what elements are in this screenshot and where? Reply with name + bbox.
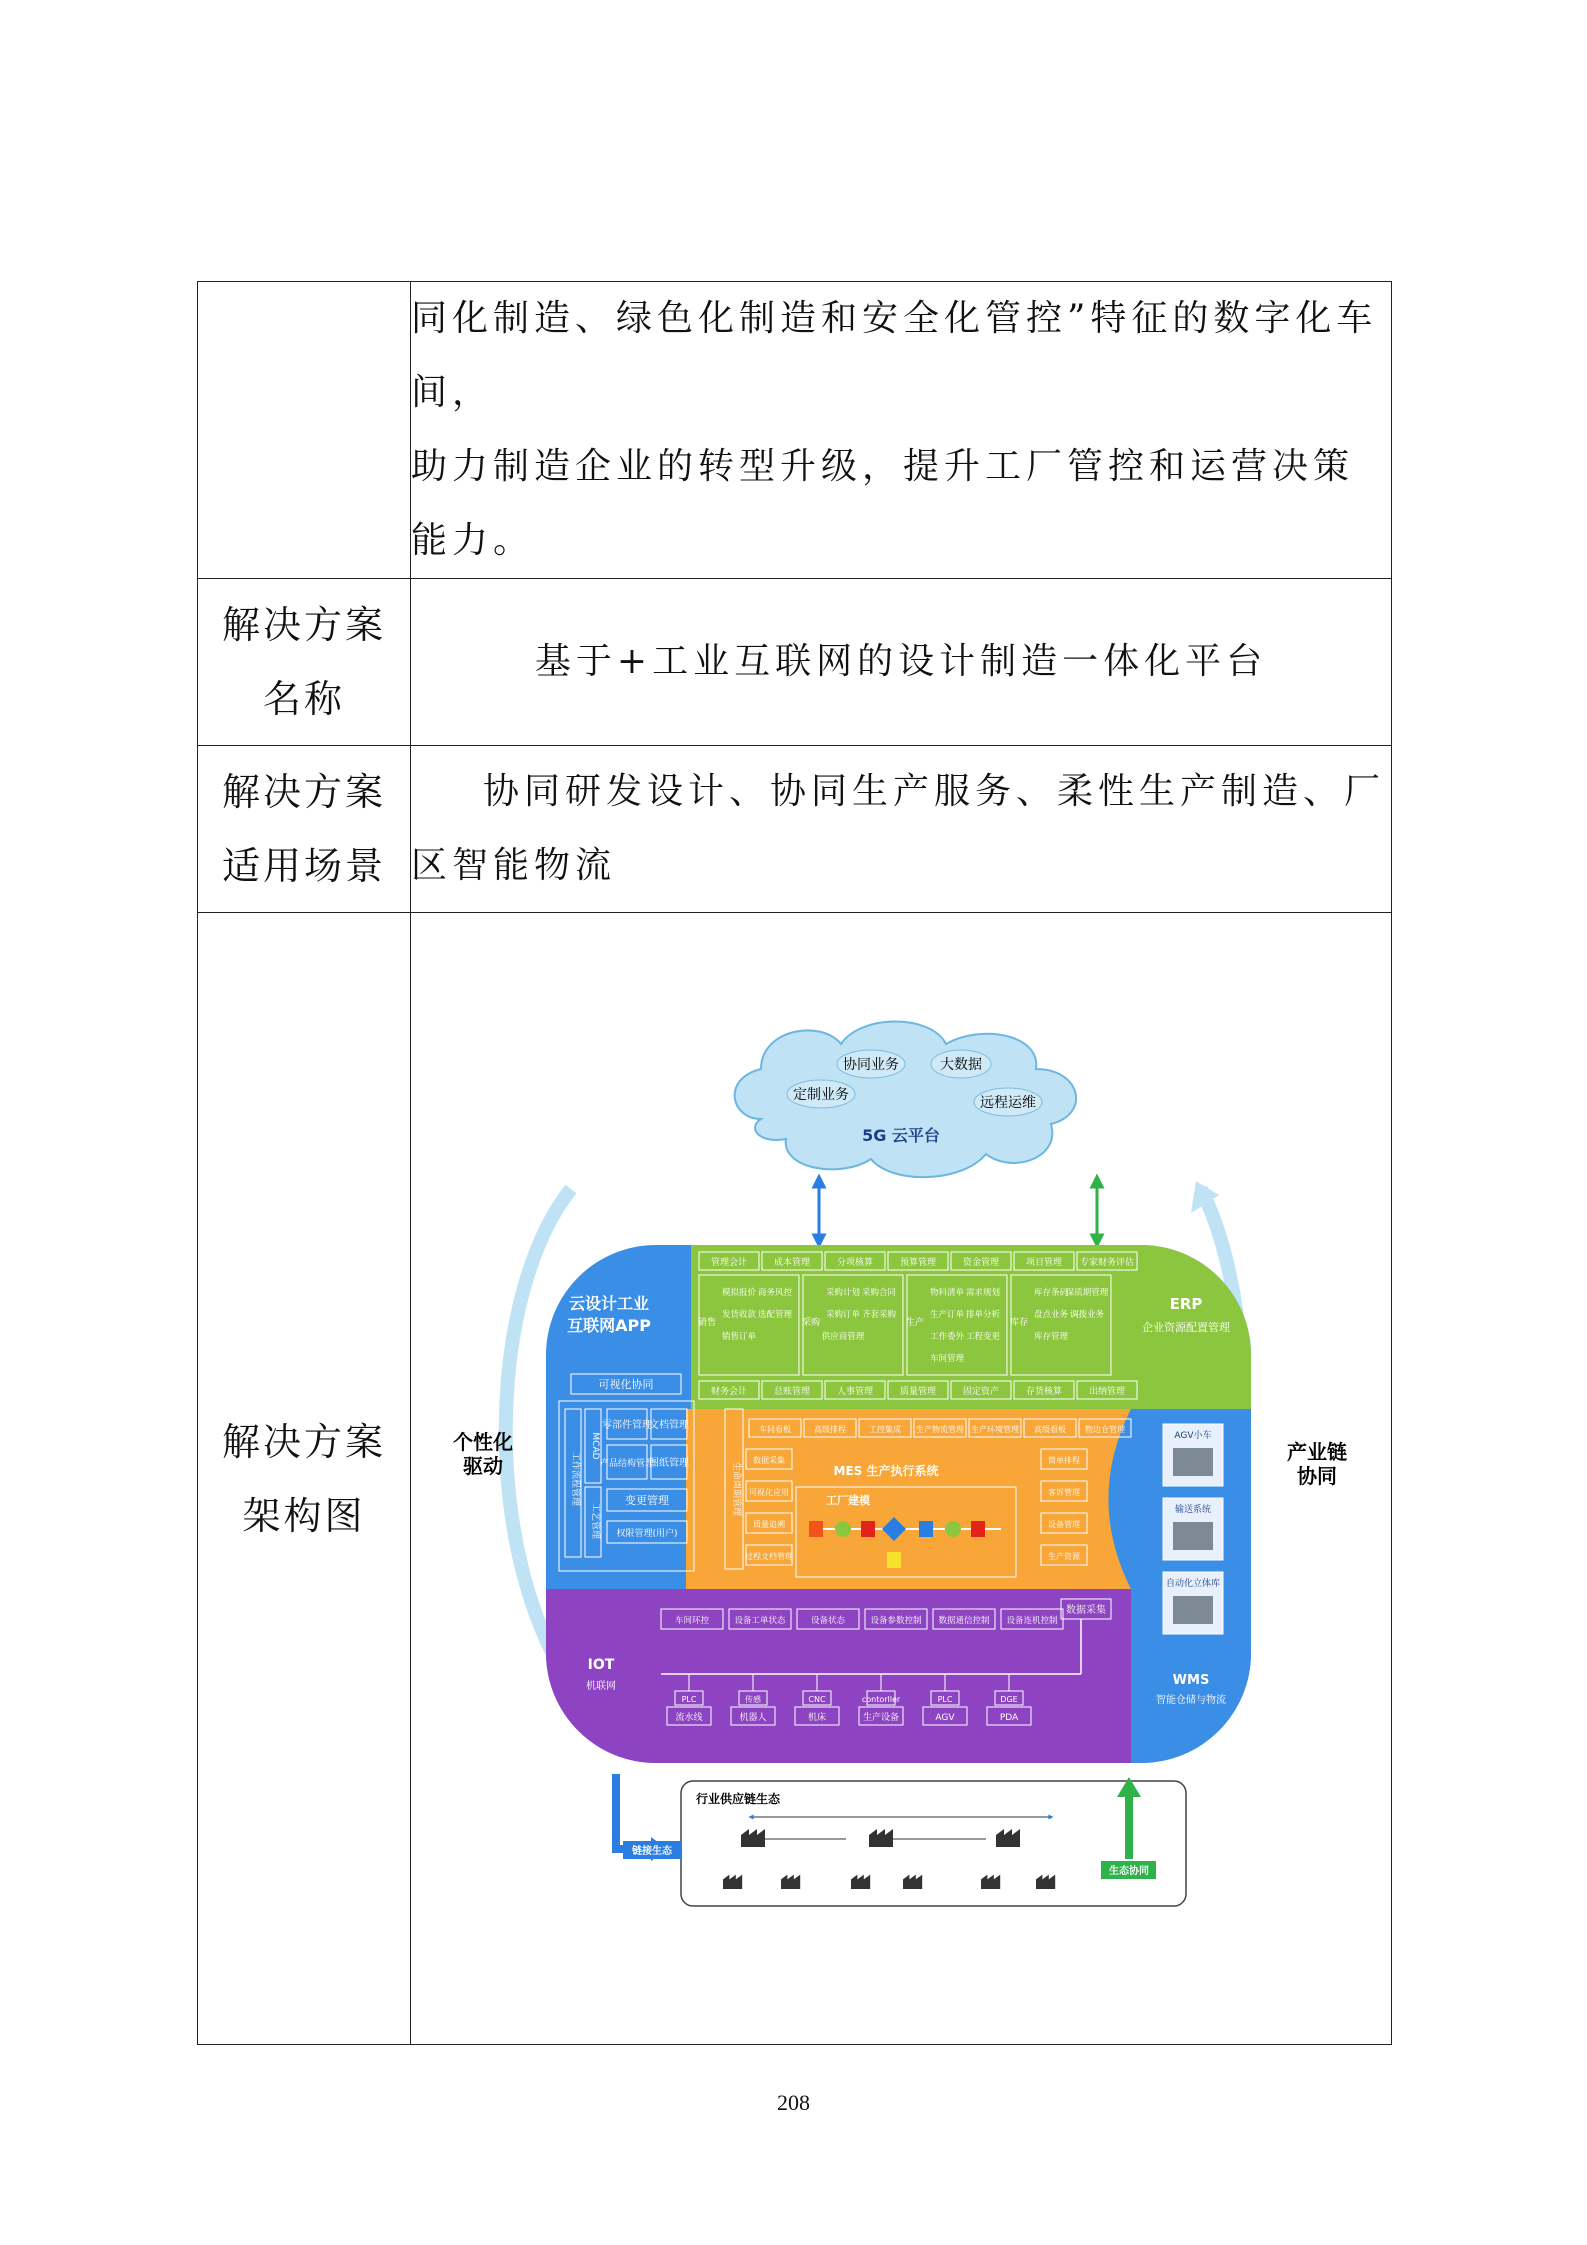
erp-group-item: 库存管理: [1033, 1331, 1069, 1342]
flow-node: [945, 1521, 961, 1537]
mes-top-item: 生产环境管理: [971, 1424, 1019, 1434]
erp-group-item: 保质期管理: [1065, 1287, 1109, 1298]
mes-top-item: 高级看板: [1034, 1424, 1066, 1434]
iot-device-tag: DGE: [1000, 1694, 1018, 1704]
erp-bottom-item: 固定资产: [962, 1386, 1000, 1397]
label-line: 解决方案: [221, 603, 386, 647]
wms-item-label: 自动化立体库: [1165, 1578, 1221, 1589]
erp-group-item: 工作委外: [929, 1331, 965, 1342]
erp-title: ERP: [1169, 1294, 1203, 1313]
iot-subtitle: 机联网: [586, 1680, 616, 1692]
solution-name-value: 基于+工业互联网的设计制造一体化平台: [411, 579, 1392, 746]
iot-collect: 数据采集: [1066, 1604, 1106, 1616]
left-arrow-label: 驱动: [463, 1453, 503, 1478]
intro-line-2: 助力制造企业的转型升级，提升工厂管控和运营决策能力。: [411, 446, 1355, 561]
flow-node: [919, 1521, 933, 1537]
app-docs: 文档管理: [649, 1419, 689, 1431]
erp-group-item: 发货收款: [721, 1309, 757, 1320]
app-visual: 可视化协同: [598, 1377, 654, 1391]
architecture-diagram: [441, 1009, 1361, 1929]
wms-title: WMS: [1172, 1672, 1210, 1688]
chain-left-arrow: [616, 1774, 651, 1849]
right-arrow-label: 产业链: [1287, 1439, 1347, 1464]
app-change: 变更管理: [625, 1493, 669, 1507]
solution-name-label: [198, 579, 411, 746]
cloud-item: 大数据: [940, 1056, 982, 1073]
erp-group-item: 排单分析: [965, 1309, 1001, 1320]
wms-subtitle: 智能仓储与物流: [1156, 1694, 1226, 1706]
label-line: 架构图: [242, 1493, 366, 1538]
chain-right-label: 生态协同: [1109, 1865, 1149, 1877]
erp-top-item: 项目管理: [1025, 1257, 1063, 1268]
app-structure: 产品结构管理: [599, 1458, 655, 1469]
erp-group-side: 生产: [905, 1317, 925, 1328]
page-number: 208: [777, 2090, 810, 2115]
erp-group-side: 销售: [697, 1317, 717, 1328]
iot-device-name: 机床: [807, 1712, 827, 1723]
erp-group-item: 库存条码: [1033, 1287, 1069, 1298]
flow-node: [809, 1521, 823, 1537]
iot-title: IOT: [587, 1656, 615, 1673]
label-line: 解决方案: [221, 1419, 386, 1464]
iot-device-tag: contorller: [861, 1694, 901, 1704]
erp-group-item: 调拨业务: [1069, 1309, 1105, 1320]
app-permission: 权限管理(用户): [616, 1528, 678, 1539]
erp-bottom-item: 存货核算: [1025, 1386, 1063, 1397]
app-drawings: 图纸管理: [649, 1457, 689, 1469]
erp-bottom-item: 总账管理: [773, 1386, 811, 1397]
erp-group-item: 物料清单: [929, 1287, 965, 1298]
mes-model-label: 工厂建模: [826, 1493, 870, 1507]
iot-device-name: 机器人: [739, 1712, 767, 1723]
table-row: [198, 579, 1392, 746]
erp-top-item: 管理会计: [710, 1257, 748, 1268]
erp-group-item: 供应商管理: [821, 1331, 865, 1342]
erp-group-item: 工程变更: [965, 1331, 1001, 1342]
flow-node: [971, 1521, 985, 1537]
erp-group-item: 盘点业务: [1033, 1309, 1069, 1320]
label-line: 解决方案: [221, 770, 386, 814]
cloud-item: 远程运维: [980, 1094, 1036, 1111]
erp-bottom-item: 财务会计: [710, 1386, 748, 1397]
architecture-label: [198, 913, 411, 2045]
erp-group-item: 采购合同: [861, 1287, 897, 1298]
iot-top-item: 数据通信控制: [938, 1615, 990, 1626]
mes-zone: [686, 1409, 1131, 1589]
mes-top-item: 生产物流管理: [916, 1424, 964, 1434]
iot-device-name: PDA: [999, 1712, 1019, 1723]
app-lifecycle: 生命周期管理: [731, 1461, 741, 1516]
mes-right-item: 简单排程: [1048, 1455, 1080, 1465]
iot-top-item: 设备参数控制: [870, 1615, 922, 1626]
erp-group-item: 模拟报价: [721, 1287, 757, 1298]
erp-top-item: 资金管理: [962, 1257, 1000, 1268]
iot-top-item: 设备连机控制: [1006, 1615, 1058, 1626]
erp-group-item: 车间管理: [929, 1353, 965, 1364]
supply-title: 行业供应链生态: [696, 1791, 781, 1806]
iot-device-tag: CNC: [808, 1694, 826, 1704]
app-mcad: MCAD: [590, 1431, 600, 1460]
mes-top-item: 车间看板: [759, 1424, 791, 1434]
flow-node: [861, 1521, 875, 1537]
wms-item-icon: [1173, 1522, 1213, 1550]
erp-top-item: 预算管理: [899, 1257, 937, 1268]
app-parts: 零部件管理: [602, 1419, 652, 1431]
mes-right-item: 生产资源: [1048, 1551, 1080, 1561]
row-label-empty: [198, 282, 411, 579]
erp-top-item: 专家财务评估: [1079, 1257, 1135, 1268]
mes-top-item: 高级排程: [814, 1424, 846, 1434]
erp-group-item: 商务风控: [757, 1287, 793, 1298]
flow-node: [887, 1552, 901, 1568]
architecture-cell: [411, 913, 1392, 2045]
iot-device-tag: PLC: [937, 1694, 953, 1704]
right-arrow-label: 协同: [1297, 1463, 1337, 1488]
table-row: [198, 282, 1392, 579]
mes-left-item: 质量追溯: [753, 1519, 785, 1529]
left-arrow-label: 个性化: [453, 1429, 513, 1454]
wms-item-icon: [1173, 1596, 1213, 1624]
table-row: [198, 913, 1392, 2045]
mes-right-item: 设备管理: [1048, 1519, 1080, 1529]
iot-top-item: 设备工单状态: [734, 1615, 786, 1626]
mes-left-item: 过程文档管理: [745, 1551, 793, 1561]
mes-top-item: 工控集成: [869, 1424, 901, 1434]
cloud-title: 5G 云平台: [862, 1125, 940, 1145]
erp-bottom-item: 出纳管理: [1088, 1386, 1126, 1397]
iot-top-item: 车间环控: [674, 1615, 710, 1626]
iot-top-item: 设备状态: [810, 1615, 846, 1626]
iot-device-name: 流水线: [675, 1712, 703, 1723]
erp-group-item: 采购计划: [825, 1287, 861, 1298]
erp-group-item: 需求规划: [965, 1287, 1001, 1298]
mes-right-item: 客诉管理: [1048, 1487, 1080, 1497]
cloud-item: 定制业务: [793, 1086, 849, 1103]
erp-group-side: 库存: [1009, 1317, 1029, 1328]
erp-group-item: 齐套采购: [861, 1309, 897, 1320]
app-workflow: 工作流程管理: [570, 1451, 580, 1506]
erp-group-side: 采购: [801, 1317, 821, 1328]
intro-text: [411, 282, 1392, 579]
solution-table: [197, 281, 1392, 2045]
mes-title: MES 生产执行系统: [833, 1463, 939, 1478]
cloud-platform: [735, 1021, 1076, 1177]
mes-top-item: 物边仓管理: [1085, 1424, 1125, 1434]
erp-group-item: 销售订单: [721, 1331, 757, 1342]
erp-bottom-item: 人事管理: [836, 1386, 874, 1397]
erp-bottom-item: 质量管理: [899, 1386, 937, 1397]
mes-left-item: 数据采集: [753, 1455, 785, 1465]
scenario-value: 协同研发设计、协同生产服务、柔性生产制造、厂区智能物流: [411, 746, 1392, 913]
erp-group-item: 选配管理: [757, 1309, 793, 1320]
erp-top-item: 成本管理: [773, 1257, 811, 1268]
wms-item-icon: [1173, 1448, 1213, 1476]
scenario-label: [198, 746, 411, 913]
app-title: 云设计工业: [568, 1293, 650, 1313]
intro-line-1: 同化制造、绿色化制造和安全化管控”特征的数字化车间，: [411, 298, 1378, 413]
wms-item-label: 输送系统: [1174, 1504, 1212, 1515]
erp-subtitle: 企业资源配置管理: [1142, 1320, 1230, 1334]
erp-group-item: 生产订单: [929, 1309, 965, 1320]
iot-device-tag: PLC: [681, 1694, 697, 1704]
iot-device-tag: 传感: [745, 1694, 761, 1704]
flow-node: [835, 1521, 851, 1537]
supply-chain: [681, 1781, 1186, 1906]
label-line: 适用场景: [221, 844, 386, 888]
wms-item-label: AGV小车: [1174, 1430, 1212, 1441]
app-title: 互联网APP: [567, 1315, 651, 1335]
table-row: [198, 746, 1392, 913]
app-process: 工艺管理: [590, 1502, 600, 1539]
erp-group-item: 采购订单: [825, 1309, 861, 1320]
chain-left-label: 链接生态: [632, 1845, 672, 1857]
iot-device-name: 生产设备: [862, 1712, 900, 1723]
erp-top-item: 分项核算: [836, 1257, 874, 1268]
label-line: 名称: [262, 677, 345, 721]
iot-device-name: AGV: [935, 1712, 955, 1723]
mes-left-item: 可视化应用: [749, 1487, 789, 1497]
cloud-item: 协同业务: [843, 1056, 899, 1073]
